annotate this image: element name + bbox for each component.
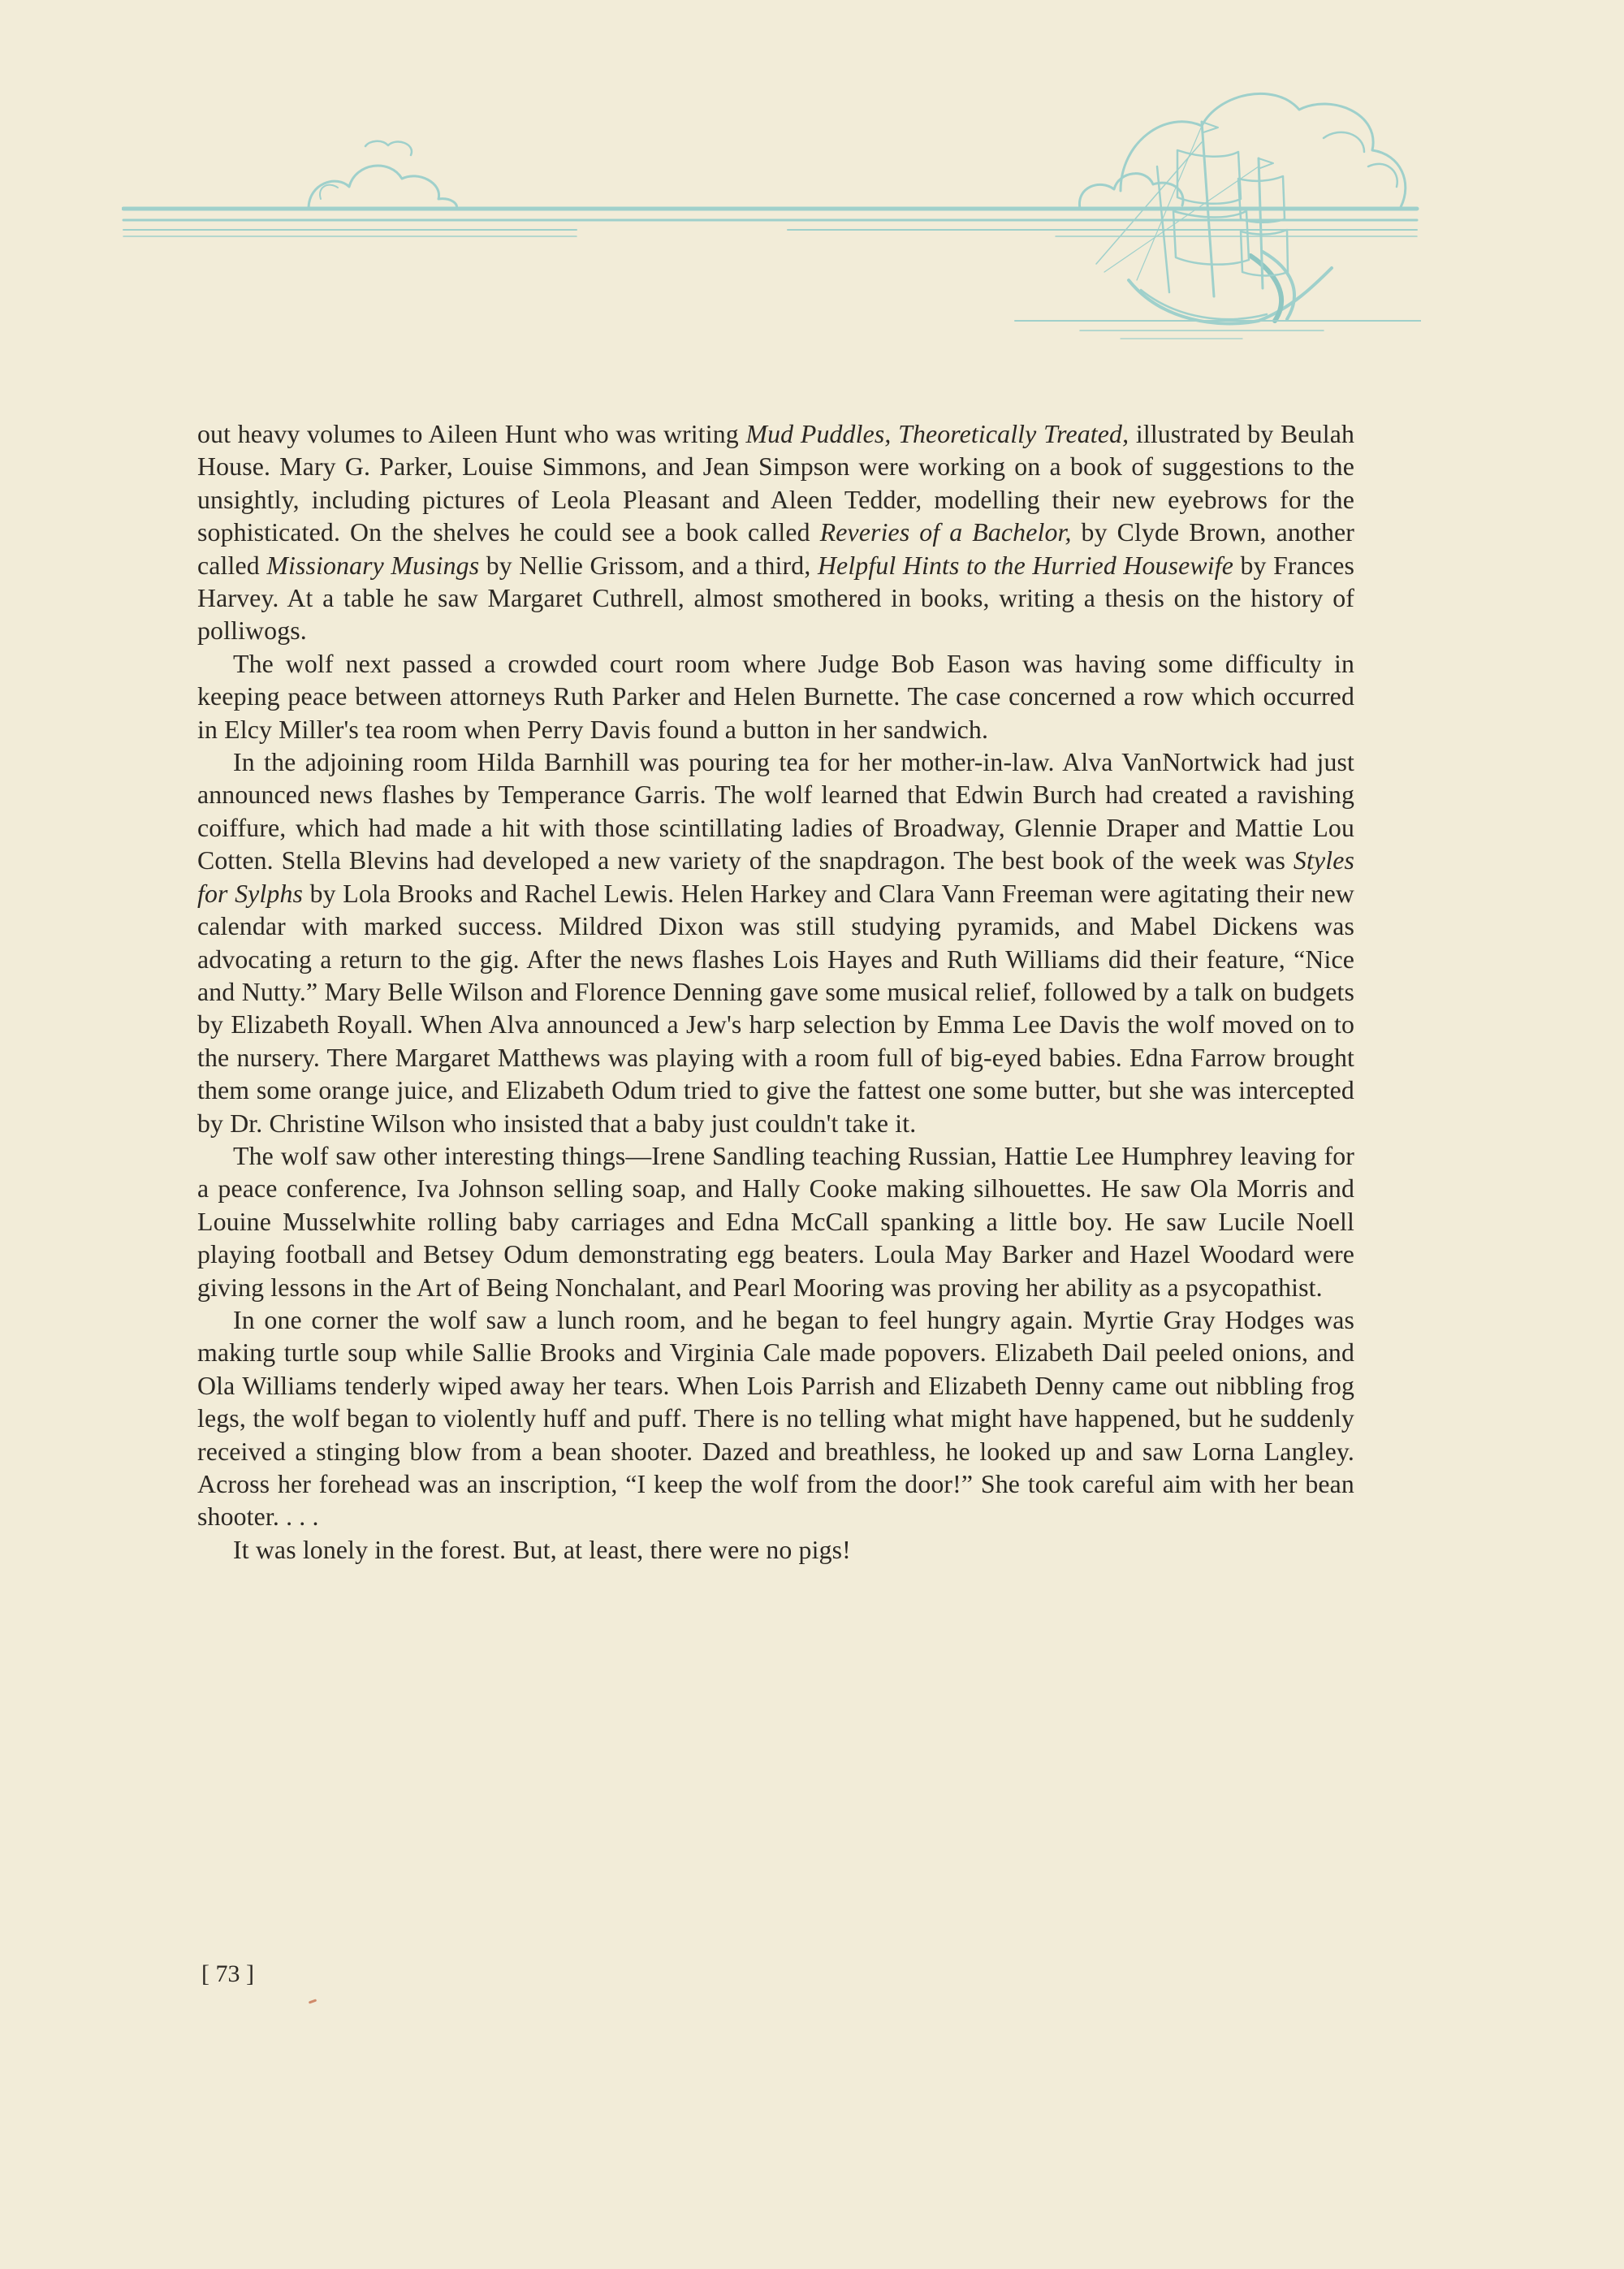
article-body	[197, 418, 1354, 1567]
text-run: The wolf saw other interesting things—Irene Sandling teaching Russian, Hattie Lee Humphrey leaving for a peace conference, Iva Johnson selling soap, and Hally Cooke making silhouettes. He saw Ola Morris and Louine Musselwhite rolling baby carriages and Edna McCall spanking a little boy. He saw Lucile Noell playing football and Betsey Odum demonstrating egg beaters. Loula May Barker and Hazel Woodard were giving lessons in the Art of Being Nonchalant, and Pearl Mooring was proving her ability as a psycopathist.	[197, 1141, 1354, 1302]
text-run: by Nellie Grissom, and a third,	[479, 551, 818, 580]
text-run: by Lola Brooks and Rachel Lewis. Helen Harkey and Clara Vann Freeman were agitating their new calendar with marked success. Mildred Dixon was still studying pyramids, and Mabel Dickens was advocating a return to the gig. After the news flashes Lois Hayes and Ruth Williams did their feature, “Nice and Nutty.” Mary Belle Wilson and Florence Denning gave some musical relief, followed by a talk on budgets by Elizabeth Royall. When Alva announced a Jew's harp selection by Emma Lee Davis the wolf moved on to the nursery. There Margaret Matthews was playing with a room full of big-eyed babies. Edna Farrow brought them some orange juice, and Elizabeth Odum tried to give the fattest one some butter, but she was intercepted by Dr. Christine Wilson who insisted that a baby just couldn't take it.	[197, 879, 1354, 1138]
text-run: It was lonely in the forest. But, at least, there were no pigs!	[233, 1535, 851, 1564]
book-title: Missionary Musings	[266, 551, 480, 580]
paragraph	[197, 1304, 1354, 1534]
ship-and-clouds-icon	[122, 77, 1421, 361]
text-run: by Clyde Brown, another called	[197, 518, 1355, 580]
text-run: In the adjoining room Hilda Barnhill was pouring tea for her mother-in-law. Alva VanNortwick had just announced news flashes by Temperance Garris. The wolf learned that Edwin Burch had created a ravishing coiffure, which had made a hit with those scintillating ladies of Broadway, Glennie Draper and Mattie Lou Cotten. Stella Blevins had developed a new variety of the snapdragon. The best book of the week was	[197, 748, 1354, 875]
paragraph	[197, 1534, 1354, 1567]
text-run: In one corner the wolf saw a lunch room, and he began to feel hungry again. Myrtie Gray Hodges was making turtle soup while Sallie Brooks and Virginia Cale made popovers. Elizabeth Dail peeled onions, and Ola Williams tenderly wiped away her tears. When Lois Parrish and Elizabeth Denny came out nibbling frog legs, the wolf began to violently huff and puff. There is no telling what might have happened, but he suddenly received a stinging blow from a bean shooter. Dazed and breathless, he looked up and saw Lorna Langley. Across her forehead was an inscription, “I keep the wolf from the door!” She took careful aim with her bean shooter. . . .	[197, 1305, 1354, 1532]
paragraph	[197, 1140, 1354, 1304]
text-run: by Frances Harvey. At a table he saw Margaret Cuthrell, almost smothered in books, writing a thesis on the history of polliwogs.	[197, 551, 1355, 646]
text-run: The wolf next passed a crowded court room where Judge Bob Eason was having some difficulty in keeping peace between attorneys Ruth Parker and Helen Burnette. The case concerned a row which occurred in Elcy Miller's tea room when Perry Davis found a button in her sandwich.	[197, 649, 1354, 744]
paper-speck	[309, 1999, 317, 2003]
paragraph	[197, 648, 1354, 746]
text-run: out heavy volumes to Aileen Hunt who was writing	[197, 420, 746, 448]
book-title: Helpful Hints to the Hurried Housewife	[817, 551, 1233, 580]
book-title: Reveries of a Bachelor,	[819, 518, 1072, 547]
text-run: illustrated by Beulah House. Mary G. Parker, Louise Simmons, and Jean Simpson were working on a book of suggestions to the unsightly, including pictures of Leola Pleasant and Aleen Tedder, modelling their new eyebrows for the sophisticated. On the shelves he could see a book called	[197, 420, 1355, 547]
page-number: [ 73 ]	[201, 1960, 254, 1987]
book-title: Mud Puddles, Theoretically Treated,	[745, 420, 1129, 448]
paragraph	[197, 746, 1354, 1140]
book-title: Styles for Sylphs	[197, 846, 1354, 908]
paragraph	[197, 418, 1354, 648]
